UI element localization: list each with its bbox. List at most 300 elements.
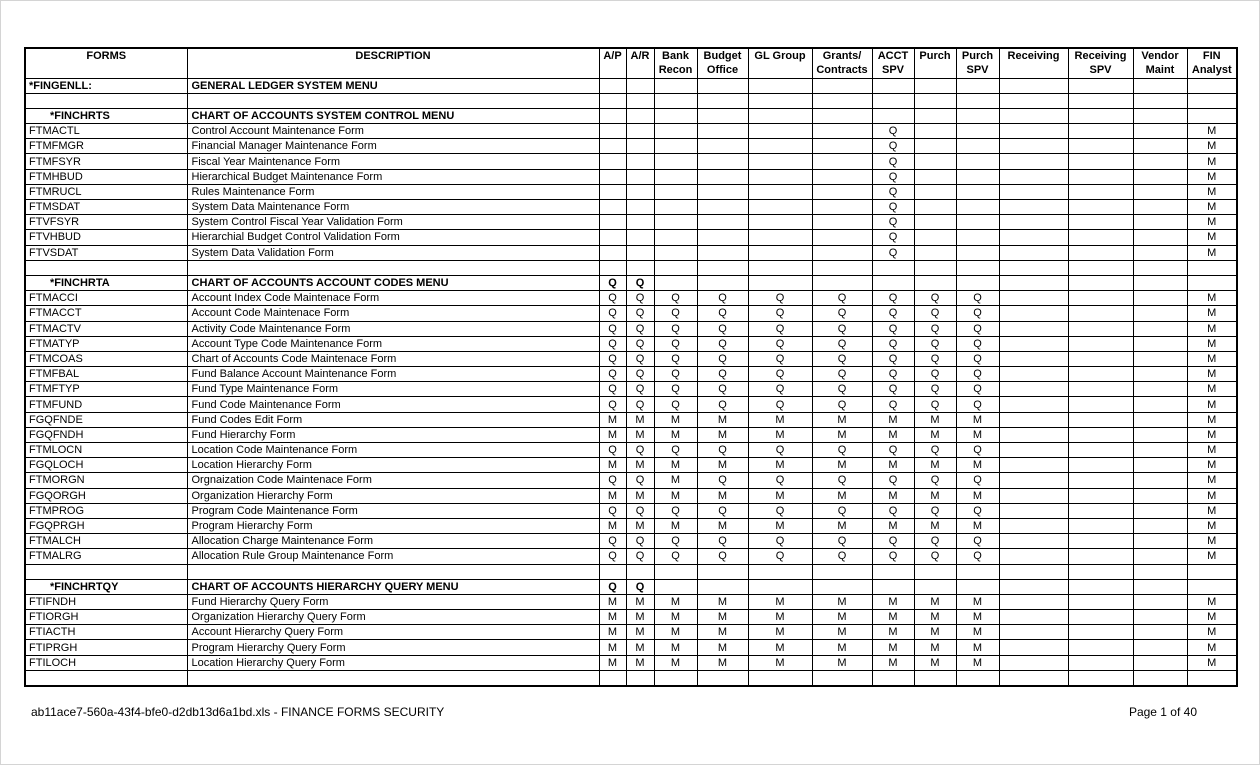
access-cell-grants-contracts: Q xyxy=(812,397,872,412)
access-cell-ap: Q xyxy=(599,473,626,488)
access-cell-purch: M xyxy=(914,594,956,609)
access-cell-ar xyxy=(626,200,654,215)
access-cell-receiving xyxy=(999,260,1068,275)
access-cell-gl-group: Q xyxy=(748,549,812,564)
access-cell-acct-spv: Q xyxy=(872,503,914,518)
description-cell: Location Hierarchy Form xyxy=(187,458,599,473)
access-cell-purch-spv: M xyxy=(956,518,999,533)
access-cell-budget-office xyxy=(697,124,748,139)
access-cell-acct-spv: M xyxy=(872,655,914,670)
access-cell-gl-group xyxy=(748,108,812,123)
access-cell-bank-recon xyxy=(654,124,697,139)
access-cell-purch-spv xyxy=(956,670,999,685)
access-cell-fin-analyst xyxy=(1187,275,1237,290)
form-code-cell xyxy=(25,564,187,579)
access-cell-acct-spv: Q xyxy=(872,291,914,306)
description-cell: Account Type Code Maintenance Form xyxy=(187,336,599,351)
access-cell-budget-office: M xyxy=(697,594,748,609)
access-cell-ap: Q xyxy=(599,351,626,366)
description-cell: Account Code Maintenace Form xyxy=(187,306,599,321)
access-cell-grants-contracts xyxy=(812,154,872,169)
access-cell-purch-spv: Q xyxy=(956,443,999,458)
access-cell-fin-analyst: M xyxy=(1187,427,1237,442)
access-cell-gl-group: M xyxy=(748,488,812,503)
form-code-cell: FTMRUCL xyxy=(25,184,187,199)
access-cell-receiving-spv xyxy=(1068,625,1133,640)
access-cell-ap: Q xyxy=(599,549,626,564)
access-cell-receiving xyxy=(999,610,1068,625)
access-cell-vendor-maint xyxy=(1133,275,1187,290)
access-cell-ar xyxy=(626,245,654,260)
access-cell-receiving-spv xyxy=(1068,503,1133,518)
form-code-cell: FTMORGN xyxy=(25,473,187,488)
access-cell-receiving xyxy=(999,382,1068,397)
access-cell-purch: Q xyxy=(914,397,956,412)
access-cell-bank-recon xyxy=(654,260,697,275)
access-cell-fin-analyst: M xyxy=(1187,291,1237,306)
description-cell: Location Hierarchy Query Form xyxy=(187,655,599,670)
access-cell-gl-group: M xyxy=(748,655,812,670)
form-code-cell: FTMACTL xyxy=(25,124,187,139)
access-cell-vendor-maint xyxy=(1133,139,1187,154)
access-cell-budget-office: Q xyxy=(697,336,748,351)
access-cell-ar: Q xyxy=(626,397,654,412)
access-cell-bank-recon xyxy=(654,670,697,685)
access-cell-gl-group xyxy=(748,215,812,230)
access-cell-ar: Q xyxy=(626,351,654,366)
access-cell-bank-recon: Q xyxy=(654,306,697,321)
description-cell: Account Index Code Maintenace Form xyxy=(187,291,599,306)
access-cell-purch xyxy=(914,154,956,169)
access-cell-ap: Q xyxy=(599,382,626,397)
access-cell-receiving-spv xyxy=(1068,610,1133,625)
form-row xyxy=(25,200,1237,215)
description-cell: Allocation Rule Group Maintenance Form xyxy=(187,549,599,564)
access-cell-purch-spv: Q xyxy=(956,382,999,397)
access-cell-gl-group: M xyxy=(748,610,812,625)
access-cell-receiving xyxy=(999,640,1068,655)
access-cell-fin-analyst: M xyxy=(1187,139,1237,154)
access-cell-grants-contracts: M xyxy=(812,412,872,427)
access-cell-ap: M xyxy=(599,488,626,503)
access-cell-receiving xyxy=(999,443,1068,458)
table-body xyxy=(25,78,1237,686)
form-code-cell: FTIFNDH xyxy=(25,594,187,609)
access-cell-gl-group: M xyxy=(748,458,812,473)
access-cell-ar xyxy=(626,260,654,275)
description-cell: Hierarchial Budget Control Validation Form xyxy=(187,230,599,245)
access-cell-gl-group xyxy=(748,260,812,275)
access-cell-vendor-maint xyxy=(1133,351,1187,366)
access-cell-grants-contracts xyxy=(812,215,872,230)
access-cell-acct-spv xyxy=(872,275,914,290)
access-cell-purch-spv: M xyxy=(956,458,999,473)
access-cell-receiving-spv xyxy=(1068,291,1133,306)
description-cell: System Control Fiscal Year Validation Form xyxy=(187,215,599,230)
access-cell-receiving xyxy=(999,579,1068,594)
access-cell-purch-spv xyxy=(956,200,999,215)
access-cell-receiving-spv xyxy=(1068,306,1133,321)
access-cell-grants-contracts: Q xyxy=(812,382,872,397)
access-cell-acct-spv: Q xyxy=(872,200,914,215)
form-code-cell: FTIPRGH xyxy=(25,640,187,655)
access-cell-vendor-maint xyxy=(1133,367,1187,382)
access-cell-bank-recon xyxy=(654,579,697,594)
access-cell-budget-office xyxy=(697,108,748,123)
access-cell-receiving xyxy=(999,488,1068,503)
access-cell-ap: M xyxy=(599,518,626,533)
access-cell-bank-recon xyxy=(654,200,697,215)
access-cell-bank-recon xyxy=(654,564,697,579)
form-row xyxy=(25,488,1237,503)
access-cell-ap xyxy=(599,184,626,199)
access-cell-ar: Q xyxy=(626,336,654,351)
access-cell-gl-group: M xyxy=(748,640,812,655)
access-cell-purch-spv: Q xyxy=(956,351,999,366)
access-cell-purch-spv: M xyxy=(956,594,999,609)
access-cell-budget-office xyxy=(697,215,748,230)
description-cell: Program Hierarchy Query Form xyxy=(187,640,599,655)
description-cell: Fund Type Maintenance Form xyxy=(187,382,599,397)
access-cell-purch-spv xyxy=(956,564,999,579)
access-cell-purch: M xyxy=(914,625,956,640)
access-cell-ar: Q xyxy=(626,579,654,594)
form-code-cell: FTVSDAT xyxy=(25,245,187,260)
access-cell-vendor-maint xyxy=(1133,488,1187,503)
access-cell-receiving xyxy=(999,306,1068,321)
description-cell xyxy=(187,670,599,685)
access-cell-ap: Q xyxy=(599,321,626,336)
access-cell-purch-spv: M xyxy=(956,610,999,625)
description-cell: Orgnaization Code Maintenace Form xyxy=(187,473,599,488)
access-cell-ar xyxy=(626,169,654,184)
access-cell-purch: Q xyxy=(914,336,956,351)
access-cell-ar: Q xyxy=(626,549,654,564)
access-cell-acct-spv: Q xyxy=(872,306,914,321)
access-cell-receiving xyxy=(999,518,1068,533)
access-cell-ap: Q xyxy=(599,291,626,306)
access-cell-ap: Q xyxy=(599,579,626,594)
access-cell-bank-recon xyxy=(654,78,697,93)
access-cell-grants-contracts: M xyxy=(812,518,872,533)
form-row xyxy=(25,534,1237,549)
access-cell-gl-group: Q xyxy=(748,503,812,518)
section-header-row xyxy=(25,579,1237,594)
access-cell-gl-group: Q xyxy=(748,397,812,412)
column-header-grants-contracts: Grants/ Contracts xyxy=(812,48,872,78)
access-cell-acct-spv: Q xyxy=(872,215,914,230)
access-cell-receiving xyxy=(999,427,1068,442)
form-row xyxy=(25,124,1237,139)
access-cell-purch-spv: Q xyxy=(956,306,999,321)
access-cell-receiving-spv xyxy=(1068,488,1133,503)
form-row xyxy=(25,382,1237,397)
access-cell-purch: Q xyxy=(914,473,956,488)
form-code-cell: FTMACTV xyxy=(25,321,187,336)
access-cell-ar xyxy=(626,108,654,123)
access-cell-ap: M xyxy=(599,655,626,670)
access-cell-grants-contracts: Q xyxy=(812,351,872,366)
access-cell-fin-analyst: M xyxy=(1187,184,1237,199)
access-cell-grants-contracts: Q xyxy=(812,291,872,306)
access-cell-fin-analyst: M xyxy=(1187,124,1237,139)
access-cell-ar xyxy=(626,670,654,685)
column-header-acct-spv: ACCT SPV xyxy=(872,48,914,78)
access-cell-vendor-maint xyxy=(1133,427,1187,442)
access-cell-vendor-maint xyxy=(1133,610,1187,625)
access-cell-acct-spv: Q xyxy=(872,351,914,366)
spacer-row xyxy=(25,564,1237,579)
access-cell-ap xyxy=(599,564,626,579)
access-cell-purch-spv xyxy=(956,154,999,169)
access-cell-receiving-spv xyxy=(1068,260,1133,275)
column-header-receiving: Receiving xyxy=(999,48,1068,78)
access-cell-budget-office: M xyxy=(697,518,748,533)
access-cell-vendor-maint xyxy=(1133,640,1187,655)
access-cell-acct-spv: Q xyxy=(872,443,914,458)
access-cell-budget-office: Q xyxy=(697,534,748,549)
access-cell-budget-office: Q xyxy=(697,443,748,458)
access-cell-receiving xyxy=(999,625,1068,640)
form-code-cell: FTMFUND xyxy=(25,397,187,412)
access-cell-receiving-spv xyxy=(1068,412,1133,427)
access-cell-purch xyxy=(914,564,956,579)
access-cell-grants-contracts xyxy=(812,184,872,199)
access-cell-grants-contracts xyxy=(812,93,872,108)
access-cell-grants-contracts: Q xyxy=(812,336,872,351)
access-cell-fin-analyst: M xyxy=(1187,154,1237,169)
description-cell: Location Code Maintenance Form xyxy=(187,443,599,458)
access-cell-ap xyxy=(599,670,626,685)
access-cell-ar: Q xyxy=(626,473,654,488)
access-cell-ar xyxy=(626,124,654,139)
access-cell-fin-analyst: M xyxy=(1187,306,1237,321)
access-cell-fin-analyst xyxy=(1187,260,1237,275)
access-cell-fin-analyst: M xyxy=(1187,655,1237,670)
access-cell-purch-spv: Q xyxy=(956,534,999,549)
access-cell-receiving-spv xyxy=(1068,549,1133,564)
access-cell-vendor-maint xyxy=(1133,443,1187,458)
access-cell-vendor-maint xyxy=(1133,321,1187,336)
access-cell-purch-spv xyxy=(956,215,999,230)
access-cell-gl-group: M xyxy=(748,625,812,640)
access-cell-budget-office: Q xyxy=(697,367,748,382)
access-cell-budget-office xyxy=(697,139,748,154)
forms-security-table xyxy=(24,47,1238,687)
access-cell-purch xyxy=(914,275,956,290)
access-cell-bank-recon xyxy=(654,275,697,290)
access-cell-fin-analyst: M xyxy=(1187,458,1237,473)
access-cell-purch: M xyxy=(914,655,956,670)
access-cell-fin-analyst: M xyxy=(1187,503,1237,518)
access-cell-ap: Q xyxy=(599,367,626,382)
access-cell-bank-recon xyxy=(654,215,697,230)
access-cell-purch-spv: M xyxy=(956,427,999,442)
access-cell-ap: Q xyxy=(599,275,626,290)
form-code-cell: FGQLOCH xyxy=(25,458,187,473)
access-cell-gl-group: Q xyxy=(748,473,812,488)
access-cell-budget-office: M xyxy=(697,640,748,655)
access-cell-purch: M xyxy=(914,427,956,442)
access-cell-vendor-maint xyxy=(1133,594,1187,609)
access-cell-budget-office xyxy=(697,78,748,93)
access-cell-fin-analyst: M xyxy=(1187,488,1237,503)
access-cell-fin-analyst: M xyxy=(1187,336,1237,351)
access-cell-receiving-spv xyxy=(1068,367,1133,382)
access-cell-gl-group xyxy=(748,169,812,184)
form-row xyxy=(25,610,1237,625)
access-cell-purch-spv xyxy=(956,230,999,245)
section-header-row xyxy=(25,78,1237,93)
form-row xyxy=(25,655,1237,670)
form-code-cell: FTIACTH xyxy=(25,625,187,640)
access-cell-fin-analyst: M xyxy=(1187,200,1237,215)
access-cell-grants-contracts: Q xyxy=(812,549,872,564)
access-cell-ar: Q xyxy=(626,321,654,336)
access-cell-ar: Q xyxy=(626,367,654,382)
access-cell-vendor-maint xyxy=(1133,518,1187,533)
access-cell-ap xyxy=(599,215,626,230)
access-cell-receiving xyxy=(999,169,1068,184)
access-cell-ap: M xyxy=(599,594,626,609)
access-cell-purch xyxy=(914,215,956,230)
access-cell-acct-spv xyxy=(872,670,914,685)
access-cell-ap xyxy=(599,108,626,123)
access-cell-ar: Q xyxy=(626,306,654,321)
access-cell-purch xyxy=(914,245,956,260)
access-cell-vendor-maint xyxy=(1133,169,1187,184)
form-row xyxy=(25,169,1237,184)
access-cell-fin-analyst: M xyxy=(1187,351,1237,366)
access-cell-receiving xyxy=(999,412,1068,427)
access-cell-receiving-spv xyxy=(1068,124,1133,139)
form-row xyxy=(25,215,1237,230)
access-cell-acct-spv: Q xyxy=(872,230,914,245)
access-cell-gl-group: Q xyxy=(748,534,812,549)
access-cell-purch-spv: Q xyxy=(956,321,999,336)
access-cell-acct-spv: M xyxy=(872,518,914,533)
description-cell: Allocation Charge Maintenance Form xyxy=(187,534,599,549)
access-cell-acct-spv: M xyxy=(872,488,914,503)
access-cell-vendor-maint xyxy=(1133,564,1187,579)
access-cell-bank-recon xyxy=(654,230,697,245)
access-cell-gl-group: M xyxy=(748,594,812,609)
access-cell-ap xyxy=(599,169,626,184)
access-cell-purch: M xyxy=(914,610,956,625)
access-cell-grants-contracts xyxy=(812,108,872,123)
access-cell-receiving xyxy=(999,321,1068,336)
access-cell-budget-office: Q xyxy=(697,473,748,488)
access-cell-purch-spv xyxy=(956,260,999,275)
access-cell-ap xyxy=(599,78,626,93)
access-cell-gl-group xyxy=(748,230,812,245)
access-cell-purch: Q xyxy=(914,443,956,458)
access-cell-fin-analyst: M xyxy=(1187,367,1237,382)
form-code-cell: FTMATYP xyxy=(25,336,187,351)
access-cell-fin-analyst xyxy=(1187,78,1237,93)
access-cell-purch xyxy=(914,260,956,275)
access-cell-bank-recon: M xyxy=(654,610,697,625)
form-code-cell: FGQFNDE xyxy=(25,412,187,427)
description-cell: Rules Maintenance Form xyxy=(187,184,599,199)
access-cell-grants-contracts: M xyxy=(812,610,872,625)
access-cell-fin-analyst: M xyxy=(1187,549,1237,564)
access-cell-receiving xyxy=(999,139,1068,154)
access-cell-purch-spv xyxy=(956,245,999,260)
form-code-cell: FTMACCT xyxy=(25,306,187,321)
access-cell-receiving-spv xyxy=(1068,427,1133,442)
access-cell-grants-contracts: M xyxy=(812,427,872,442)
access-cell-purch-spv: Q xyxy=(956,336,999,351)
access-cell-bank-recon xyxy=(654,93,697,108)
access-cell-budget-office: Q xyxy=(697,549,748,564)
access-cell-purch xyxy=(914,124,956,139)
description-cell: Fund Codes Edit Form xyxy=(187,412,599,427)
access-cell-acct-spv: M xyxy=(872,412,914,427)
access-cell-purch xyxy=(914,169,956,184)
access-cell-vendor-maint xyxy=(1133,473,1187,488)
access-cell-vendor-maint xyxy=(1133,184,1187,199)
column-header-description: DESCRIPTION xyxy=(187,48,599,78)
access-cell-acct-spv: M xyxy=(872,594,914,609)
description-cell: CHART OF ACCOUNTS ACCOUNT CODES MENU xyxy=(187,275,599,290)
footer-page-number: Page 1 of 40 xyxy=(1128,705,1197,719)
access-cell-receiving-spv xyxy=(1068,215,1133,230)
access-cell-gl-group xyxy=(748,579,812,594)
access-cell-purch-spv: Q xyxy=(956,367,999,382)
access-cell-ar xyxy=(626,564,654,579)
access-cell-vendor-maint xyxy=(1133,260,1187,275)
column-header-ar: A/R xyxy=(626,48,654,78)
access-cell-receiving xyxy=(999,397,1068,412)
access-cell-budget-office: M xyxy=(697,655,748,670)
access-cell-purch: Q xyxy=(914,534,956,549)
form-row xyxy=(25,640,1237,655)
access-cell-purch-spv xyxy=(956,184,999,199)
access-cell-receiving-spv xyxy=(1068,594,1133,609)
description-cell xyxy=(187,260,599,275)
access-cell-gl-group xyxy=(748,245,812,260)
access-cell-purch: Q xyxy=(914,351,956,366)
description-cell: Fund Code Maintenance Form xyxy=(187,397,599,412)
access-cell-vendor-maint xyxy=(1133,534,1187,549)
access-cell-acct-spv: Q xyxy=(872,124,914,139)
access-cell-budget-office xyxy=(697,154,748,169)
access-cell-grants-contracts xyxy=(812,260,872,275)
form-row xyxy=(25,549,1237,564)
access-cell-receiving-spv xyxy=(1068,640,1133,655)
access-cell-receiving xyxy=(999,367,1068,382)
access-cell-bank-recon xyxy=(654,245,697,260)
access-cell-purch-spv xyxy=(956,139,999,154)
access-cell-bank-recon: Q xyxy=(654,549,697,564)
column-header-receiving-spv: Receiving SPV xyxy=(1068,48,1133,78)
form-row xyxy=(25,397,1237,412)
access-cell-acct-spv xyxy=(872,93,914,108)
access-cell-vendor-maint xyxy=(1133,670,1187,685)
access-cell-acct-spv: M xyxy=(872,610,914,625)
access-cell-budget-office xyxy=(697,93,748,108)
access-cell-receiving-spv xyxy=(1068,382,1133,397)
access-cell-grants-contracts: Q xyxy=(812,503,872,518)
access-cell-purch-spv xyxy=(956,579,999,594)
access-cell-fin-analyst: M xyxy=(1187,412,1237,427)
access-cell-grants-contracts xyxy=(812,139,872,154)
access-cell-receiving-spv xyxy=(1068,245,1133,260)
access-cell-acct-spv: M xyxy=(872,640,914,655)
access-cell-vendor-maint xyxy=(1133,306,1187,321)
access-cell-ar: M xyxy=(626,625,654,640)
